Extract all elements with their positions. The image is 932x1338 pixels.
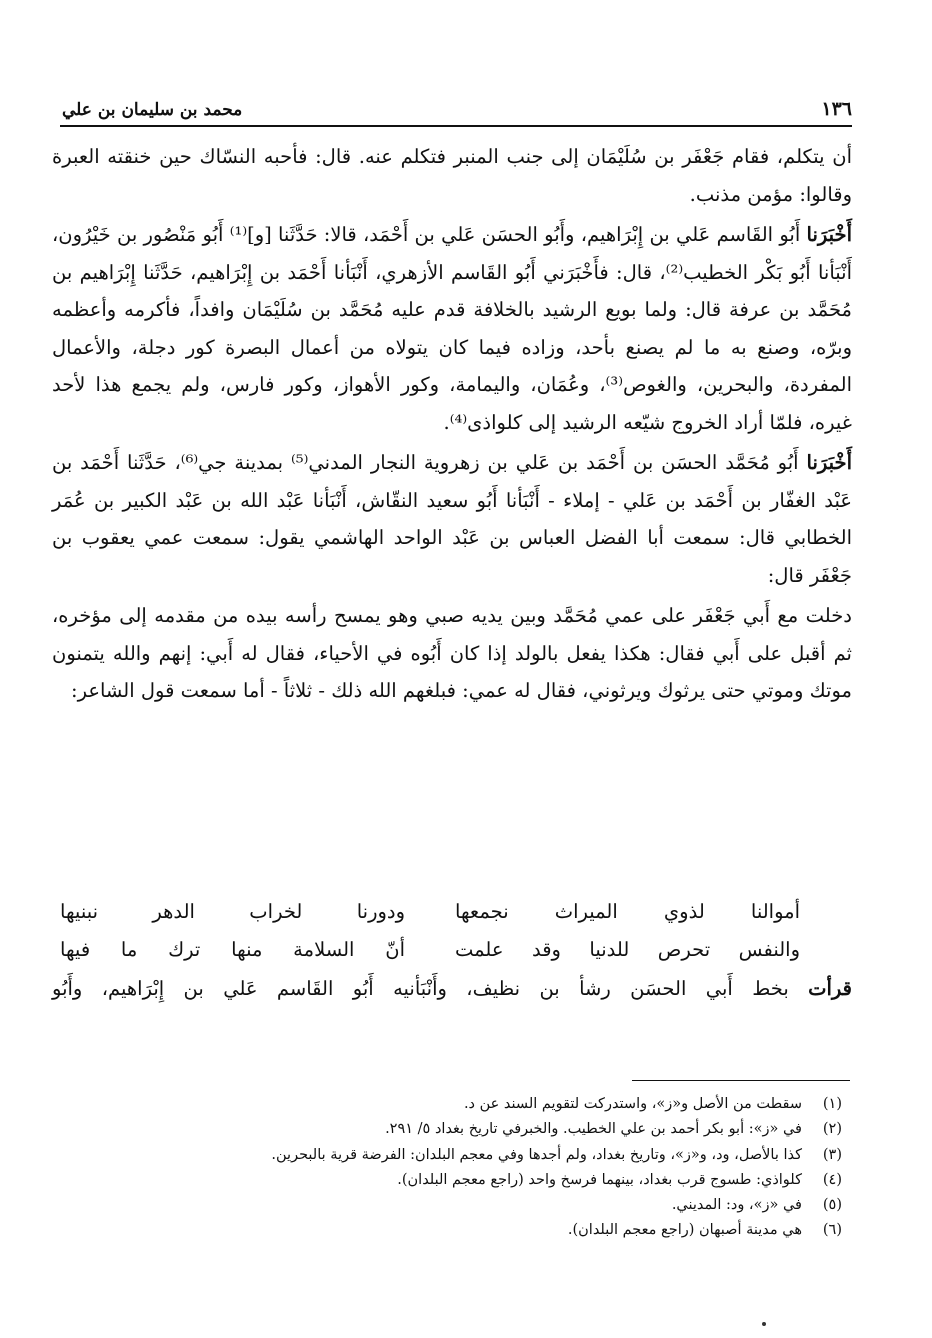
page-number: ١٣٦ xyxy=(821,98,852,120)
paragraph-lead-word: أَخْبَرَنا xyxy=(806,223,852,246)
footnote-number: (٦) xyxy=(822,1222,842,1239)
footnote-number: (٢) xyxy=(822,1121,842,1138)
paragraph-text: أَبُو مُحَمَّد الحسَن بن أَحْمَد بن عَلي بن زهروية النجار المدني⁽⁵⁾ بمدينة جي⁽⁶⁾، حَدَّثَنا أَحْمَد بن عَبْد الغفّار بن أَحْمَد بن عَلي - إملاء - أَنْبَأنا أَبُو سعيد النقّاش، أَنْبَأنا عَبْد الله بن عَبْد الكبير بن عُمَر الخطابي قال: سمعت أبا الفضل العباس بن عَبْد الواحد الهاشمي يقول: سمعت عمي يعقوب بن جَعْفَر قال: xyxy=(52,451,852,587)
footnote-text: هي مدينة أصبهان (راجع معجم البلدان). xyxy=(567,1222,802,1239)
continued-line xyxy=(52,970,852,1007)
footnote-text: في «ز»، ود: المديني. xyxy=(671,1197,802,1214)
paragraph-text: دخلت مع أَبي جَعْفَر على عمي مُحَمَّد وبين يديه صبي وهو يمسح رأسه بيده من مقدمه إلى مؤخره، ثم أقبل على أَبي فقال: هكذا يفعل بالولد إذا كان أَبُوه في الأحياء، فقال له أَبي: إنهم والله يتمنون موتك وموتي حتى يرثوك ويرثوني، فقال له عمي: فبلغهم الله ذلك - ثلاثاً - أما سمعت قول الشاعر: xyxy=(52,604,852,702)
footnote-text: سقطت من الأصل و«ز»، واستدركت لتقويم السند عن د. xyxy=(463,1096,802,1112)
scan-speck xyxy=(762,1322,766,1326)
footnote-rule xyxy=(632,1080,850,1081)
footnotes xyxy=(160,1092,842,1244)
footnote-number: (١) xyxy=(822,1096,842,1112)
footnote-number: (٣) xyxy=(822,1146,842,1163)
verse-line-2 xyxy=(60,932,800,968)
paragraph-4 xyxy=(52,597,852,710)
footnote-text: في «ز»: أبو بكر أحمد بن علي الخطيب. والخبرفي تاريخ بغداد ٥/ ٢٩١. xyxy=(385,1121,802,1138)
paragraph-lead-word: قرأت xyxy=(808,977,852,1000)
paragraph-text: أن يتكلم، فقام جَعْفَر بن سُلَيْمَان إلى جنب المنبر فتكلم عنه. قال: فأحبه النسّاك حين خنقته العبرة وقالوا: مؤمن مذنب. xyxy=(52,145,852,206)
page-header xyxy=(62,80,852,120)
paragraph-lead-word: أَخْبَرَنا xyxy=(806,451,852,474)
verse-second-hemistich: أنّ السلامة منها ترك ما فيها xyxy=(60,938,405,961)
verse-first-hemistich: أموالنا لذوي الميراث نجمعها xyxy=(455,900,800,923)
paragraph-text: بخط أَبي الحسَن رشأ بن نظيف، وأَنْبَأنيه أَبُو القَاسم عَلي بن إِبْرَاهيم، وأَبُو xyxy=(52,977,789,1000)
paragraph-text: أَبُو القَاسم عَلي بن إِبْرَاهيم، وأَبُو الحسَن عَلي بن أَحْمَد، قالا: حَدَّثَنا [و]⁽¹⁾ أَبُو مَنْصُور بن خَيْرُون، أَنْبَأنا أَبُو بَكْر الخطيب⁽²⁾، قال: فأَخْبَرَني أَبُو القَاسم الأزهري، أَنْبَأنا أَحْمَد بن إِبْرَاهيم، حَدَّثَنا إِبْرَاهيم بن مُحَمَّد بن عرفة قال: ولما بويع الرشيد بالخلافة قدم عليه مُحَمَّد بن سُلَيْمَان وافداً، فأكرمه وأعظمه وبرّه، وصنع به ما لم يصنع بأحد، وزاده فيما كان يتولاه من أعمال البصرة كور دجلة، والأعمال المفردة، والبحرين، والغوص⁽³⁾، وعُمَان، واليمامة، وكور الأهواز، وكور فارس، ولم يجمع هذا لأحد غيره، فلمّا أراد الخروج شيّعه الرشيد إلى كلواذى⁽⁴⁾. xyxy=(52,223,853,434)
footnote-1 xyxy=(160,1092,842,1117)
paragraph-3 xyxy=(52,444,852,594)
header-rule xyxy=(60,125,852,127)
paragraph-1 xyxy=(52,138,852,213)
footnote-2 xyxy=(160,1117,842,1142)
footnote-text: كذا بالأصل، ود، و«ز»، وتاريخ بغداد، ولم أجدها وفي معجم البلدان: الفرضة قرية بالبحرين. xyxy=(271,1146,802,1163)
footnote-text: كلواذي: طسوج قرب بغداد، بينهما فرسخ واحد (راجع معجم البلدان). xyxy=(397,1171,802,1188)
footnote-3 xyxy=(160,1143,842,1168)
footnote-6 xyxy=(160,1218,842,1243)
footnote-5 xyxy=(160,1193,842,1218)
main-text xyxy=(52,138,852,713)
footnote-4 xyxy=(160,1168,842,1193)
verse-first-hemistich: والنفس تحرص للدنيا وقد علمت xyxy=(455,938,800,961)
verse-second-hemistich: ودورنا لخراب الدهر نبنيها xyxy=(60,900,405,923)
paragraph-2 xyxy=(52,216,852,441)
running-title: محمد بن سليمان بن علي xyxy=(62,100,243,120)
verse-line-1 xyxy=(60,894,800,930)
footnote-number: (٤) xyxy=(822,1171,842,1188)
footnote-number: (٥) xyxy=(822,1197,842,1214)
